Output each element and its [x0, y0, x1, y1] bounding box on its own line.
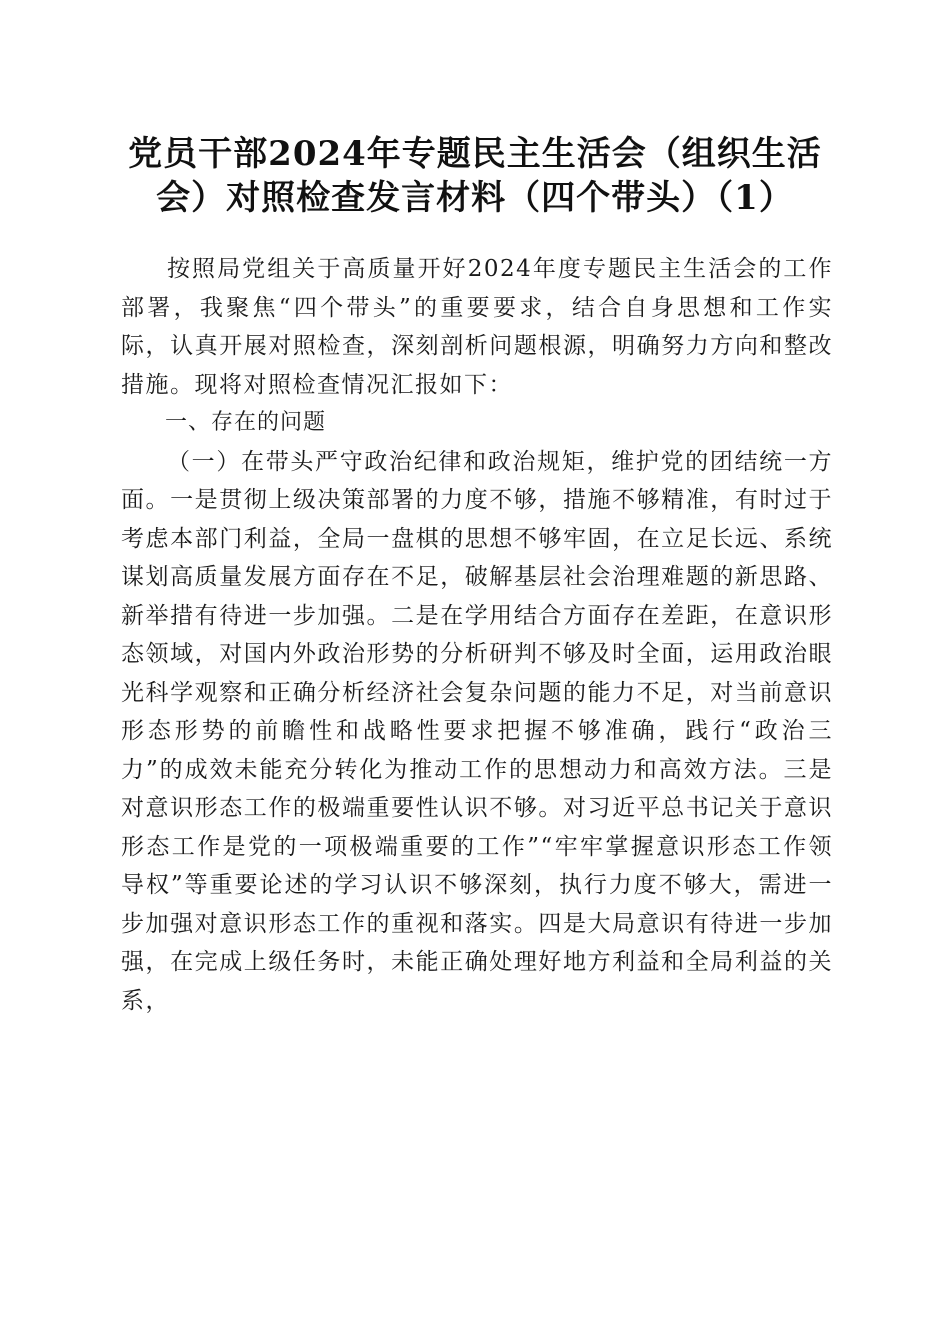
subsection-heading-1: （一）在带头严守政治纪律和政治规矩，维护党的团结统一方面。 [121, 448, 833, 513]
subsection-body-1: 一是贯彻上级决策部署的力度不够，措施不够精准，有时过于考虑本部门利益，全局一盘棋的思想不够牢固，在立足长远、系统谋划高质量发展方面存在不足，破解基层社会治理难题的新思路、新举措有待进一步加强。二是在学用结合方面存在差距，在意识形态领域，对国内外政治形势的分析研判不够及时全面，运用政治眼光科学观察和正确分析经济社会复杂问题的能力不足，对当前意识形态形势的前瞻性和战略性要求把握不够准确，践行“政治三力”的成效未能充分转化为推动工作的思想动力和高效方法。三是对意识形态工作的极端重要性认识不够。对习近平总书记关于意识形态工作是党的一项极端重要的工作”“牢牢掌握意识形态工作领导权”等重要论述的学习认识不够深刻，执行力度不够大，需进一步加强对意识形态工作的重视和落实。四是大局意识有待进一步加强，在完成上级任务时，未能正确处理好地方利益和全局利益的关系， [121, 487, 834, 1014]
document-title: 党员干部2024年专题民主生活会（组织生活会）对照检查发言材料（四个带头）（1） [128, 134, 822, 218]
subsection-paragraph-1 [121, 443, 833, 1021]
intro-paragraph: 按照局党组关于高质量开好2024年度专题民主生活会的工作部署，我聚焦“四个带头”的重要要求，结合自身思想和工作实际，认真开展对照检查，深刻剖析问题根源，明确努力方向和整改措施。现将对照检查情况汇报如下： [121, 256, 833, 398]
section-heading-problems: 一、存在的问题 [165, 410, 327, 435]
document-body [121, 250, 833, 1020]
